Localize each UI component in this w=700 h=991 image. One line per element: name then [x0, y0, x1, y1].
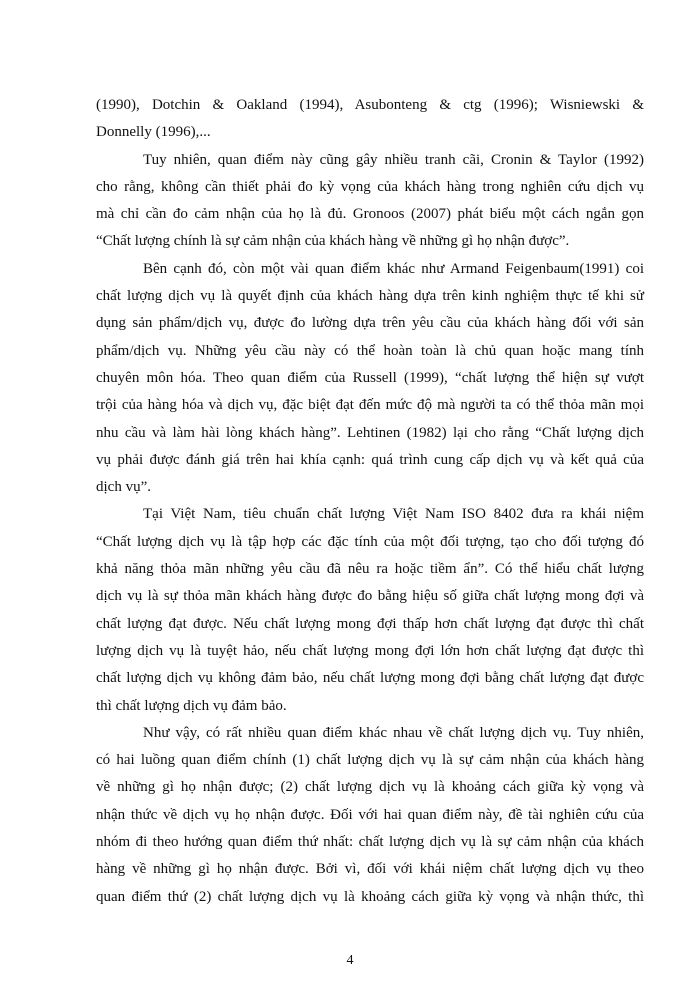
text-line: chất lượng đạt được. Nếu chất lượng mong đợi thấp hơn chất lượng đạt được thì chất [96, 615, 644, 632]
text-line: chất lượng dịch vụ là quyết định của khách hàng dựa trên kinh nghiệm thực tế khi sử [96, 288, 644, 305]
text-line: nhóm đi theo hướng quan điểm thứ nhất: chất lượng dịch vụ là sự cảm nhận của khách [96, 834, 644, 851]
text-line: “Chất lượng chính là sự cảm nhận của khách hàng về những gì họ nhận được”. [96, 233, 570, 250]
text-line: (1990), Dotchin & Oakland (1994), Asubonteng & ctg (1996); Wisniewski & [96, 97, 644, 113]
text-line: Tuy nhiên, quan điểm này cũng gây nhiều tranh cãi, Cronin & Taylor (1992) [143, 151, 644, 168]
paragraph [96, 256, 644, 502]
text-line: trội của hàng hóa và dịch vụ, đặc biệt đạt đến mức độ mà người ta có thể thỏa mãn mọi [96, 397, 644, 414]
text-line: lượng dịch vụ là tuyệt hảo, nếu chất lượng mong đợi lớn hơn chất lượng đạt được thì [96, 642, 644, 659]
text-line: “Chất lượng dịch vụ là tập hợp các đặc tính của một đối tượng, tạo cho đối tượng đó [96, 533, 644, 550]
text-line: khả năng thỏa mãn những yêu cầu đã nêu ra hoặc tiềm ẩn”. Có thể hiểu chất lượng [96, 561, 644, 578]
text-line: quan điểm thứ (2) chất lượng dịch vụ là khoảng cách giữa kỳ vọng và nhận thức, thì [96, 888, 644, 905]
text-line: Bên cạnh đó, còn một vài quan điểm khác như Armand Feigenbaum(1991) coi [143, 260, 644, 277]
text-line: dụng sản phẩm/dịch vụ, được đo lường dựa trên yêu cầu của khách hàng đối với sản [96, 315, 644, 332]
text-line: dịch vụ là sự thỏa mãn khách hàng được đo bằng hiệu số giữa chất lượng mong đợi và [96, 588, 644, 605]
text-line: Tại Việt Nam, tiêu chuẩn chất lượng Việt Nam ISO 8402 đưa ra khái niệm [143, 506, 644, 523]
paragraph [96, 92, 644, 147]
text-line: hàng về những gì họ nhận được. Bởi vì, đối với khái niệm chất lượng dịch vụ theo [96, 861, 644, 878]
paragraph [96, 720, 644, 911]
document-body [96, 0, 644, 911]
paragraph [96, 501, 644, 719]
text-line: phẩm/dịch vụ. Những yêu cầu này có thể hoàn toàn là chủ quan hoặc mang tính [96, 342, 644, 359]
text-line: vụ phải được đánh giá trên hai khía cạnh: quá trình cung cấp dịch vụ và kết quả của [96, 451, 644, 468]
text-line: thì chất lượng dịch vụ đảm bảo. [96, 697, 287, 714]
paragraph [96, 147, 644, 256]
text-line: cho rằng, không cần thiết phải đo kỳ vọng của khách hàng trong nghiên cứu dịch vụ [96, 178, 644, 195]
text-line: Như vậy, có rất nhiều quan điểm khác nhau về chất lượng dịch vụ. Tuy nhiên, [143, 724, 644, 741]
text-line: mà chỉ cần đo cảm nhận của họ là đủ. Gronoos (2007) phát biểu một cách ngắn gọn [96, 206, 644, 223]
text-line: nhận thức về dịch vụ họ nhận được. Đối với hai quan điểm này, đề tài nghiên cứu của [96, 806, 644, 823]
text-line: chuyên môn hóa. Theo quan điểm của Russell (1999), “chất lượng thể hiện sự vượt [96, 369, 644, 386]
text-line: Donnelly (1996),... [96, 124, 211, 141]
text-line: về những gì họ nhận được; (2) chất lượng dịch vụ là khoảng cách giữa kỳ vọng và [96, 779, 644, 796]
page-number: 4 [346, 952, 354, 968]
text-line: có hai luồng quan điểm chính (1) chất lượng dịch vụ là sự cảm nhận của khách hàng [96, 752, 644, 769]
text-line: dịch vụ”. [96, 479, 151, 496]
text-line: chất lượng dịch vụ không đảm bảo, nếu chất lượng mong đợi bằng chất lượng đạt được [96, 670, 644, 687]
text-line: nhu cầu và làm hài lòng khách hàng”. Lehtinen (1982) lại cho rằng “Chất lượng dịch [96, 424, 644, 441]
